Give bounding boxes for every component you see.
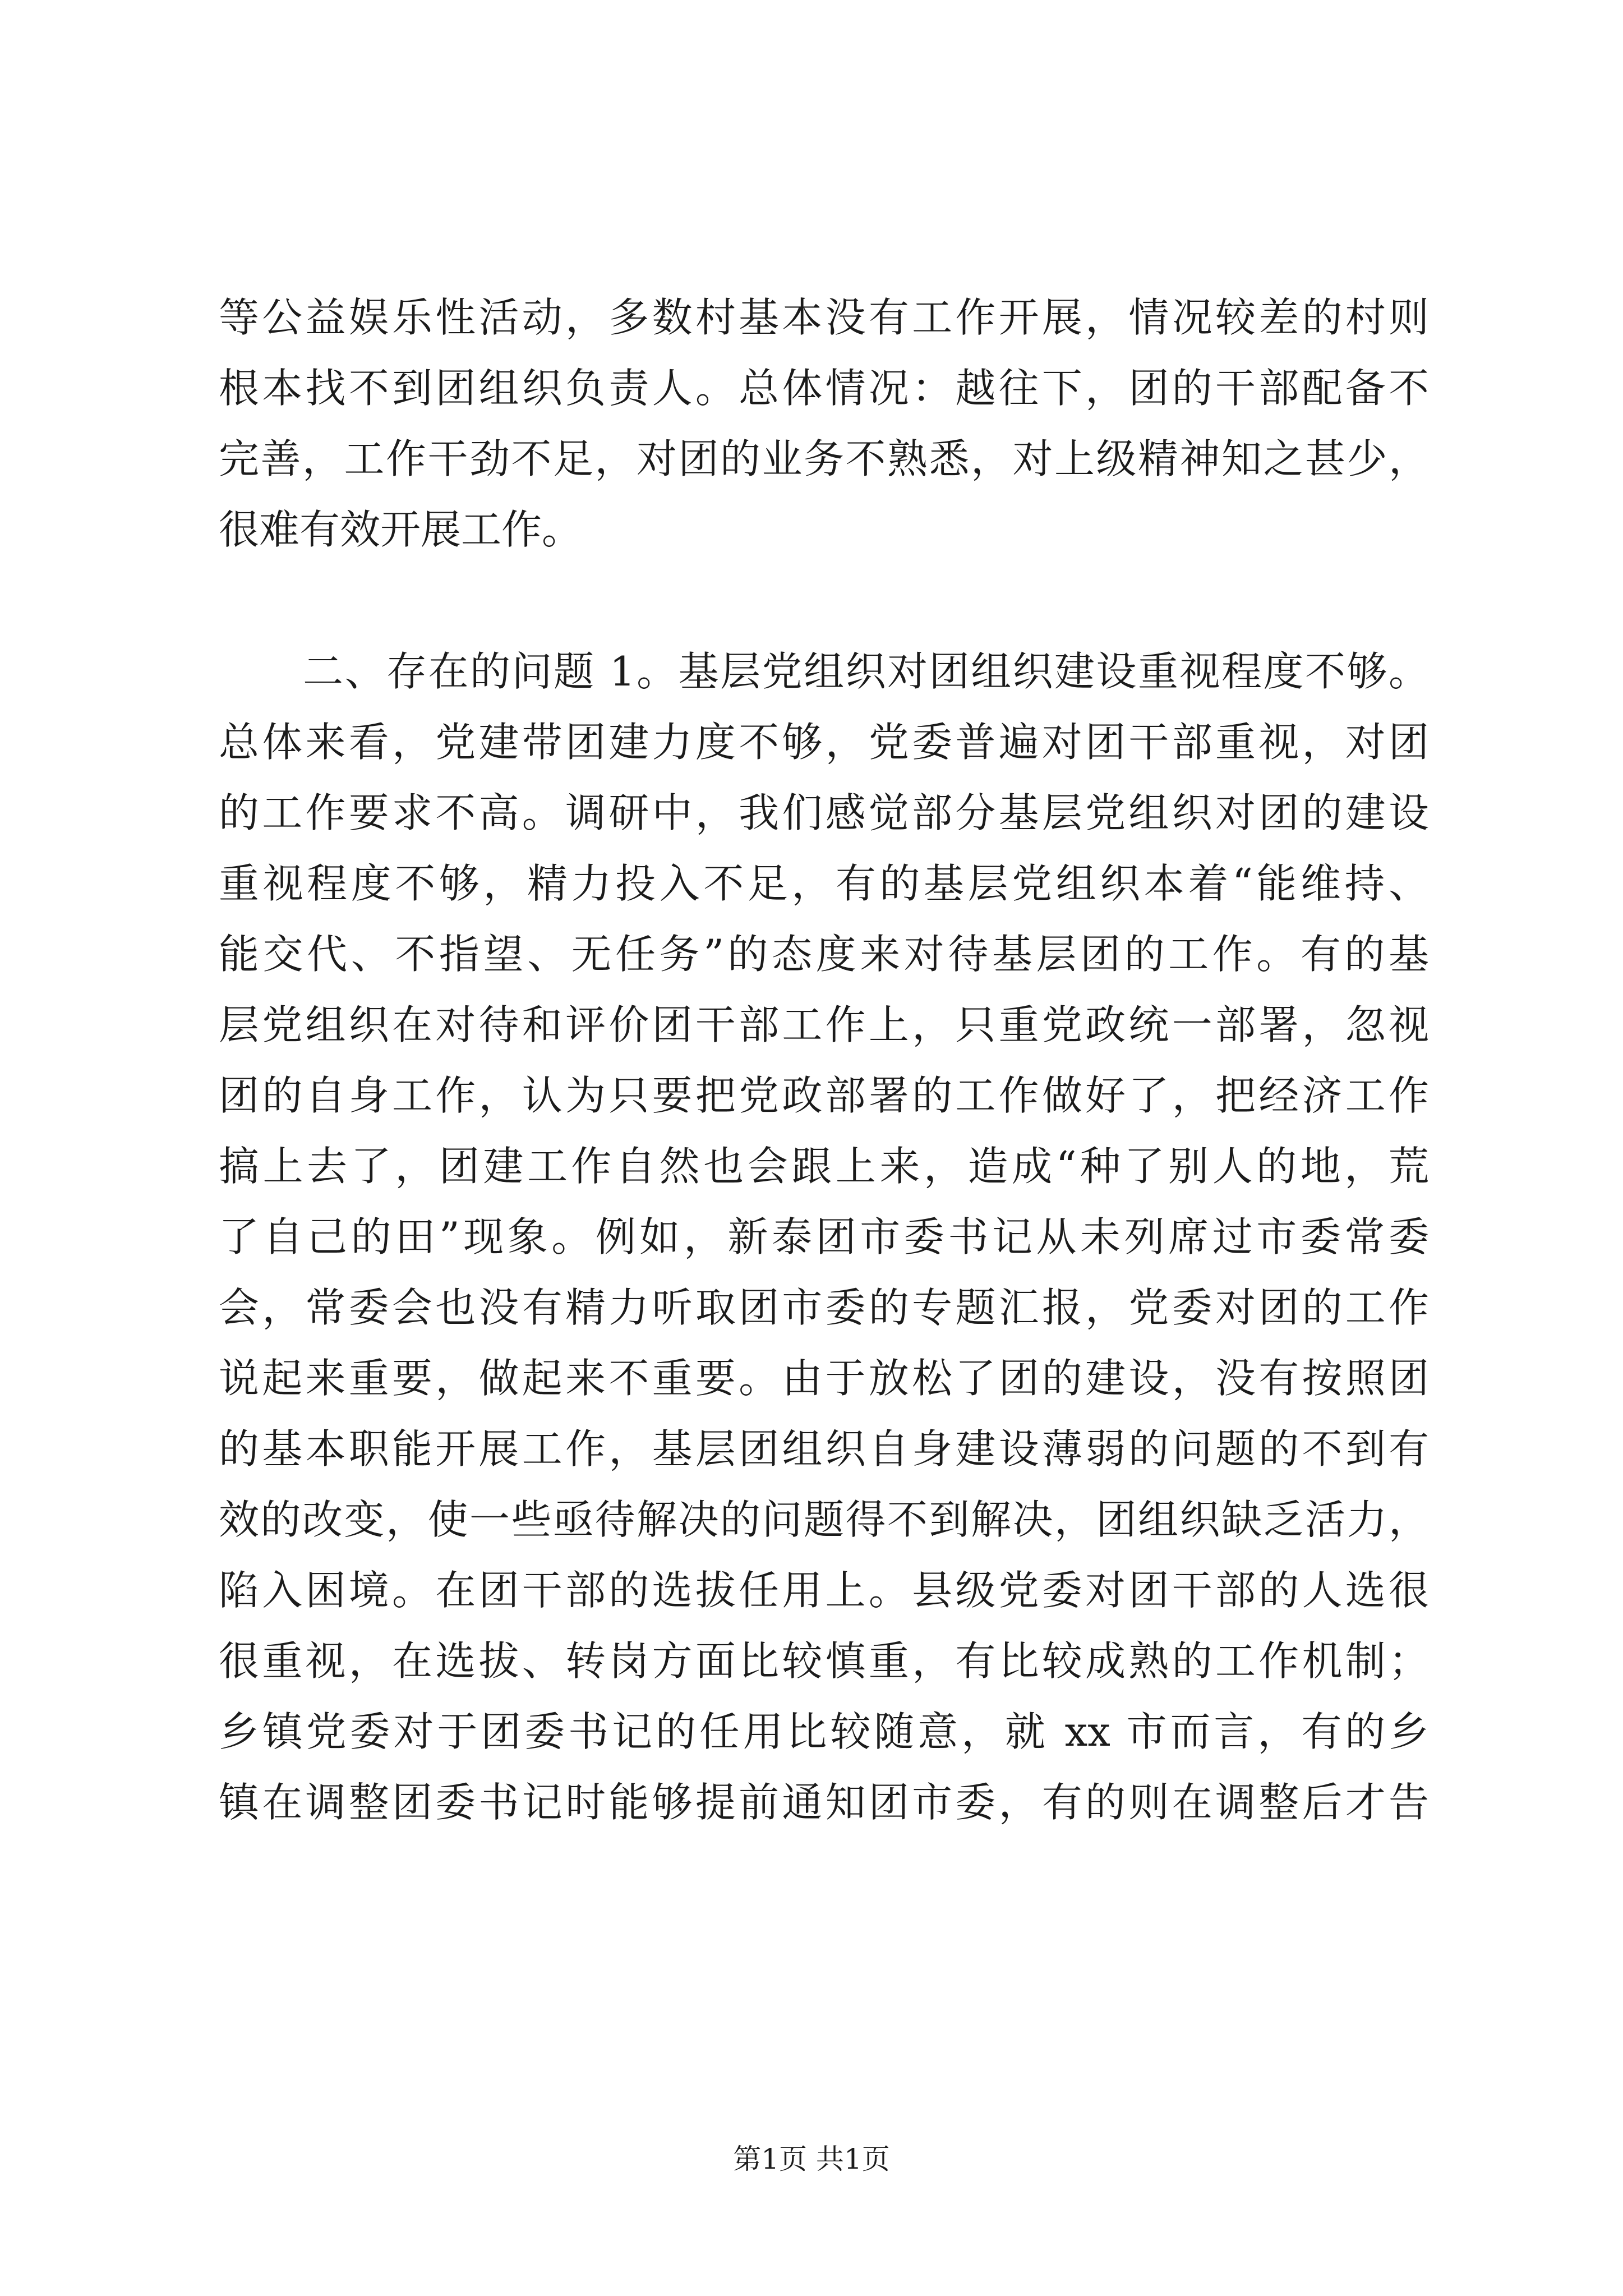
text-line: 陷入困境。在团干部的选拔任用上。县级党委对团干部的人选很: [219, 1567, 1429, 1614]
text-line: 根本找不到团组织负责人。总体情况：越往下，团的干部配备不: [219, 365, 1429, 412]
text-line: 很重视，在选拔、转岗方面比较慎重，有比较成熟的工作机制；: [219, 1637, 1429, 1685]
text-line: 完善，工作干劲不足，对团的业务不熟悉，对上级精神知之甚少，: [219, 435, 1429, 482]
text-line: 乡镇党委对于团委书记的任用比较随意，就 xx 市而言，有的乡: [219, 1708, 1429, 1755]
body-paragraph: [219, 282, 1429, 565]
text-line: 效的改变，使一些亟待解决的问题得不到解决，团组织缺乏活力，: [219, 1496, 1429, 1543]
text-line: 搞上去了，团建工作自然也会跟上来，造成“种了别人的地，荒: [219, 1143, 1429, 1190]
text-line: 的基本职能开展工作，基层团组织自身建设薄弱的问题的不到有: [219, 1425, 1429, 1473]
text-line: 团的自身工作，认为只要把党政部署的工作做好了，把经济工作: [219, 1072, 1429, 1119]
text-line: 总体来看，党建带团建力度不够，党委普遍对团干部重视，对团: [219, 719, 1429, 766]
text-line: 会，常委会也没有精力听取团市委的专题汇报，党委对团的工作: [219, 1284, 1429, 1331]
text-line: 等公益娱乐性活动，多数村基本没有工作开展，情况较差的村则: [219, 294, 1429, 341]
section-paragraph: [219, 636, 1429, 1838]
text-line: 的工作要求不高。调研中，我们感觉部分基层党组织对团的建设: [219, 789, 1429, 836]
text-line: 了自己的田”现象。例如，新泰团市委书记从未列席过市委常委: [219, 1213, 1429, 1260]
text-line: 重视程度不够，精力投入不足，有的基层党组织本着“能维持、: [219, 860, 1429, 907]
text-line: 很难有效开展工作。: [219, 506, 583, 553]
text-line: 说起来重要，做起来不重要。由于放松了团的建设，没有按照团: [219, 1355, 1429, 1402]
text-line: 能交代、不指望、无任务”的态度来对待基层团的工作。有的基: [219, 931, 1429, 978]
page-number-footer: 第1页 共1页: [733, 2143, 890, 2175]
text-line: 镇在调整团委书记时能够提前通知团市委，有的则在调整后才告: [219, 1779, 1429, 1826]
section-heading-line: 二、存在的问题 1。基层党组织对团组织建设重视程度不够。: [303, 648, 1429, 695]
text-line: 层党组织在对待和评价团干部工作上，只重党政统一部署，忽视: [219, 1001, 1429, 1048]
